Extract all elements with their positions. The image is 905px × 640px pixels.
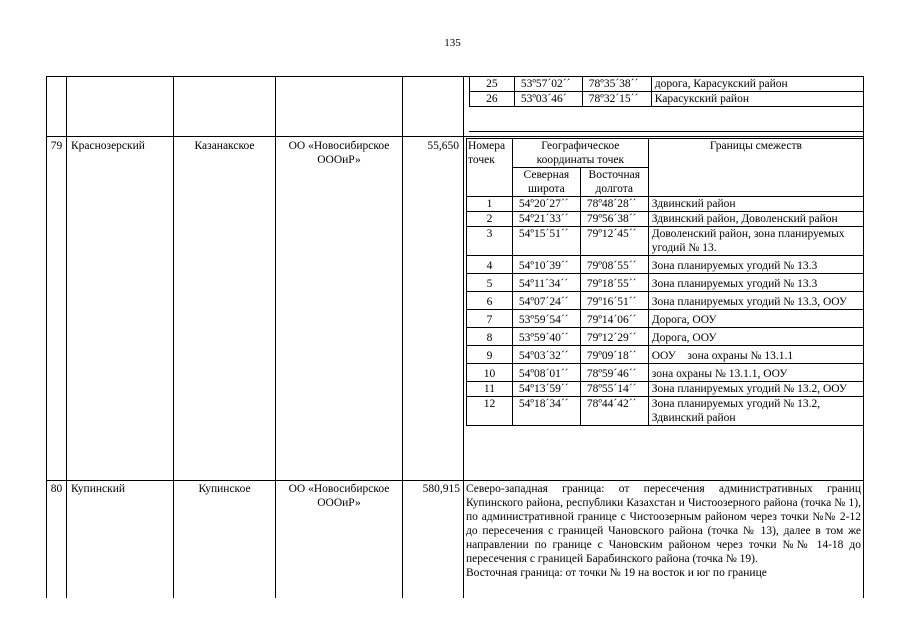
table-row bbox=[467, 328, 864, 346]
row-number: 79 bbox=[50, 140, 63, 152]
point-number: 8 bbox=[467, 328, 513, 346]
latitude: 54º20´27´´ bbox=[512, 197, 580, 212]
border-description: Зона планируемых угодий № 13.3 bbox=[648, 274, 863, 292]
longitude: 79º12´29´´ bbox=[580, 328, 648, 346]
point-number: 1 bbox=[467, 197, 513, 212]
point-number: 10 bbox=[467, 364, 513, 382]
latitude: 54º08´01´´ bbox=[512, 364, 580, 382]
latitude: 53º03´46´ bbox=[514, 92, 582, 107]
border-description: ООУ зона охраны № 13.1.1 bbox=[648, 346, 863, 364]
border-description: Дорога, ООУ bbox=[648, 328, 863, 346]
district-name: Купинский bbox=[71, 483, 126, 495]
longitude: 79º56´38´´ bbox=[580, 212, 648, 227]
table-row bbox=[467, 292, 864, 310]
latitude: 53º57´02´´ bbox=[514, 77, 582, 92]
column-divider bbox=[66, 76, 67, 598]
longitude: 79º14´06´´ bbox=[580, 310, 648, 328]
longitude: 78º48´28´´ bbox=[580, 197, 648, 212]
longitude: 79º16´51´´ bbox=[580, 292, 648, 310]
border-description: Карасукский район bbox=[651, 92, 863, 107]
table-row bbox=[467, 310, 864, 328]
border-description: Зона планируемых угодий № 13.3, ООУ bbox=[648, 292, 863, 310]
latitude: 53º59´54´´ bbox=[512, 310, 580, 328]
border-description: зона охраны № 13.1.1, ООУ bbox=[648, 364, 863, 382]
geo-coordinates-header: Географическое координаты точек bbox=[512, 139, 648, 168]
table-row bbox=[467, 397, 864, 426]
longitude: 78º32´15´´ bbox=[582, 92, 651, 107]
longitude: 79º08´55´´ bbox=[580, 256, 648, 274]
coordinates-table bbox=[466, 138, 864, 426]
points-header: Номера точек bbox=[467, 139, 513, 197]
row-number: 80 bbox=[50, 483, 63, 495]
table-border bbox=[46, 76, 47, 598]
point-number: 26 bbox=[470, 92, 515, 107]
table-row bbox=[467, 197, 864, 212]
longitude: 79º09´18´´ bbox=[580, 346, 648, 364]
longitude: 79º18´55´´ bbox=[580, 274, 648, 292]
hunting-user: ОО «Новосибирское ОООиР» bbox=[288, 140, 390, 166]
table-row bbox=[467, 274, 864, 292]
column-divider bbox=[463, 76, 464, 598]
longitude: 78º55´14´´ bbox=[580, 382, 648, 397]
column-divider bbox=[275, 76, 276, 598]
border-description-text bbox=[466, 482, 861, 580]
latitude: 54º11´34´´ bbox=[512, 274, 580, 292]
table-row bbox=[467, 364, 864, 382]
point-number: 7 bbox=[467, 310, 513, 328]
northwest-border-paragraph: Северо-западная граница: от пересечения административных границ Купинского района, республики Казахстан и Чистоозерного района (точка № 1), по административной границе с Чистоозерным районом через точки №№ 2-12 до пересечения с границей Чановского района (точка № 13), далее в том же направлении по границе с Чановским районом через точки №№ 14-18 до пересечения с границей Барабинского района (точка № 19). bbox=[466, 483, 861, 565]
border-description: Дорога, ООУ bbox=[648, 310, 863, 328]
latitude: 54º13´59´´ bbox=[512, 382, 580, 397]
point-number: 9 bbox=[467, 346, 513, 364]
point-number: 3 bbox=[467, 227, 513, 256]
area-value: 580,915 bbox=[422, 483, 460, 495]
latitude: 54º10´39´´ bbox=[512, 256, 580, 274]
latitude: 54º21´33´´ bbox=[512, 212, 580, 227]
border-description: Здвинский район bbox=[648, 197, 863, 212]
hunting-area-name: Казанакское bbox=[194, 140, 255, 152]
point-number: 5 bbox=[467, 274, 513, 292]
border-description: Здвинский район, Доволенский район bbox=[648, 212, 863, 227]
longitude: 78º59´46´´ bbox=[580, 364, 648, 382]
row-divider bbox=[469, 131, 864, 132]
border-description: Зона планируемых угодий № 13.2, ООУ bbox=[648, 382, 863, 397]
table-row bbox=[467, 227, 864, 256]
latitude: 54º07´24´´ bbox=[512, 292, 580, 310]
latitude: 53º59´40´´ bbox=[512, 328, 580, 346]
latitude: 54º15´51´´ bbox=[512, 227, 580, 256]
east-longitude-header: Восточная долгота bbox=[580, 168, 648, 197]
border-description: Доволенский район, зона планируемых угодий № 13. bbox=[648, 227, 863, 256]
borders-header: Границы смежеств bbox=[648, 139, 863, 197]
point-number: 6 bbox=[467, 292, 513, 310]
table-row bbox=[470, 77, 864, 92]
border-description: Зона планируемых угодий № 13.3 bbox=[648, 256, 863, 274]
point-number: 2 bbox=[467, 212, 513, 227]
border-description: Зона планируемых угодий № 13.2, Здвинский район bbox=[648, 397, 863, 426]
longitude: 78º35´38´´ bbox=[582, 77, 651, 92]
document-table bbox=[46, 76, 864, 598]
point-number: 25 bbox=[470, 77, 515, 92]
hunting-user: ОО «Новосибирское ОООиР» bbox=[288, 483, 390, 509]
table-row bbox=[467, 256, 864, 274]
page-number: 135 bbox=[444, 37, 461, 49]
district-name: Краснозерский bbox=[71, 140, 145, 152]
row-divider bbox=[46, 480, 864, 481]
hunting-area-name: Купинское bbox=[198, 483, 251, 495]
table-row bbox=[467, 382, 864, 397]
point-number: 12 bbox=[467, 397, 513, 426]
column-divider bbox=[173, 76, 174, 598]
point-number: 11 bbox=[467, 382, 513, 397]
north-latitude-header: Северная широта bbox=[512, 168, 580, 197]
continued-points-table bbox=[469, 76, 864, 107]
table-header-row bbox=[467, 139, 864, 168]
area-value: 55,650 bbox=[427, 140, 459, 152]
row-divider bbox=[46, 136, 864, 137]
column-divider bbox=[402, 76, 403, 598]
border-description: дорога, Карасукский район bbox=[651, 77, 863, 92]
table-row bbox=[467, 212, 864, 227]
longitude: 78º44´42´´ bbox=[580, 397, 648, 426]
longitude: 79º12´45´´ bbox=[580, 227, 648, 256]
latitude: 54º18´34´´ bbox=[512, 397, 580, 426]
latitude: 54º03´32´´ bbox=[512, 346, 580, 364]
east-border-paragraph: Восточная граница: от точки № 19 на восток и юг по границе bbox=[466, 567, 767, 579]
point-number: 4 bbox=[467, 256, 513, 274]
table-row bbox=[470, 92, 864, 107]
table-row bbox=[467, 346, 864, 364]
